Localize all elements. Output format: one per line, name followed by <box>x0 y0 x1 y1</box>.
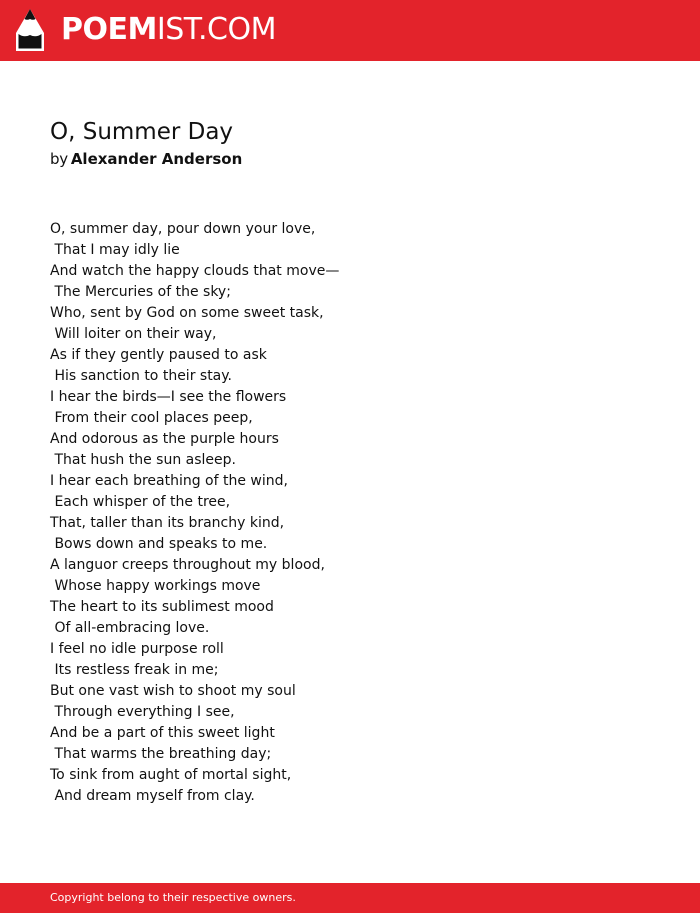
poem-line: Each whisper of the tree, <box>50 494 231 510</box>
poem-line: I hear the birds—I see the flowers <box>50 389 287 405</box>
poem-line: But one vast wish to shoot my soul <box>50 683 296 699</box>
poem-line: Through everything I see, <box>50 704 235 720</box>
brand-name-strong: POEM <box>61 12 157 47</box>
poem-line: A languor creeps throughout my blood, <box>50 557 325 573</box>
poem-line: Will loiter on their way, <box>50 326 217 342</box>
poem-line: That, taller than its branchy kind, <box>50 515 285 531</box>
poem-body <box>50 219 650 807</box>
poem-line: Whose happy workings move <box>50 578 261 594</box>
poem-line: That I may idly lie <box>50 242 180 258</box>
author-name: Alexander Anderson <box>70 150 243 168</box>
poem-line: Who, sent by God on some sweet task, <box>50 305 324 321</box>
pencil-tip-icon <box>16 9 44 51</box>
poem-line: Its restless freak in me; <box>50 662 219 678</box>
poem-line: His sanction to their stay. <box>50 368 232 384</box>
poem-line: The Mercuries of the sky; <box>50 284 231 300</box>
poem-line: And be a part of this sweet light <box>50 725 275 741</box>
poem-line: To sink from aught of mortal sight, <box>50 767 292 783</box>
poem-line: That warms the breathing day; <box>50 746 272 762</box>
poem-line: As if they gently paused to ask <box>50 347 267 363</box>
poem-line: And watch the happy clouds that move— <box>50 263 340 279</box>
poem-line: And dream myself from clay. <box>50 788 255 804</box>
poem-line: And odorous as the purple hours <box>50 431 279 447</box>
poem-line: Of all-embracing love. <box>50 620 210 636</box>
byline-prefix: by <box>50 150 68 168</box>
poem-line: The heart to its sublimest mood <box>50 599 274 615</box>
poem-line: That hush the sun asleep. <box>50 452 236 468</box>
byline <box>50 148 242 170</box>
poem-line: From their cool places peep, <box>50 410 253 426</box>
poem-line: I feel no idle purpose roll <box>50 641 224 657</box>
site-logo-link[interactable] <box>61 11 276 49</box>
copyright-notice: Copyright belong to their respective owners. <box>50 891 296 904</box>
poem-line: Bows down and speaks to me. <box>50 536 268 552</box>
site-footer <box>0 883 700 913</box>
poem-title: O, Summer Day <box>50 119 234 145</box>
poem-line: O, summer day, pour down your love, <box>50 221 316 237</box>
brand-name-rest: IST.COM <box>156 12 276 47</box>
site-header <box>0 0 700 61</box>
poem-line: I hear each breathing of the wind, <box>50 473 288 489</box>
